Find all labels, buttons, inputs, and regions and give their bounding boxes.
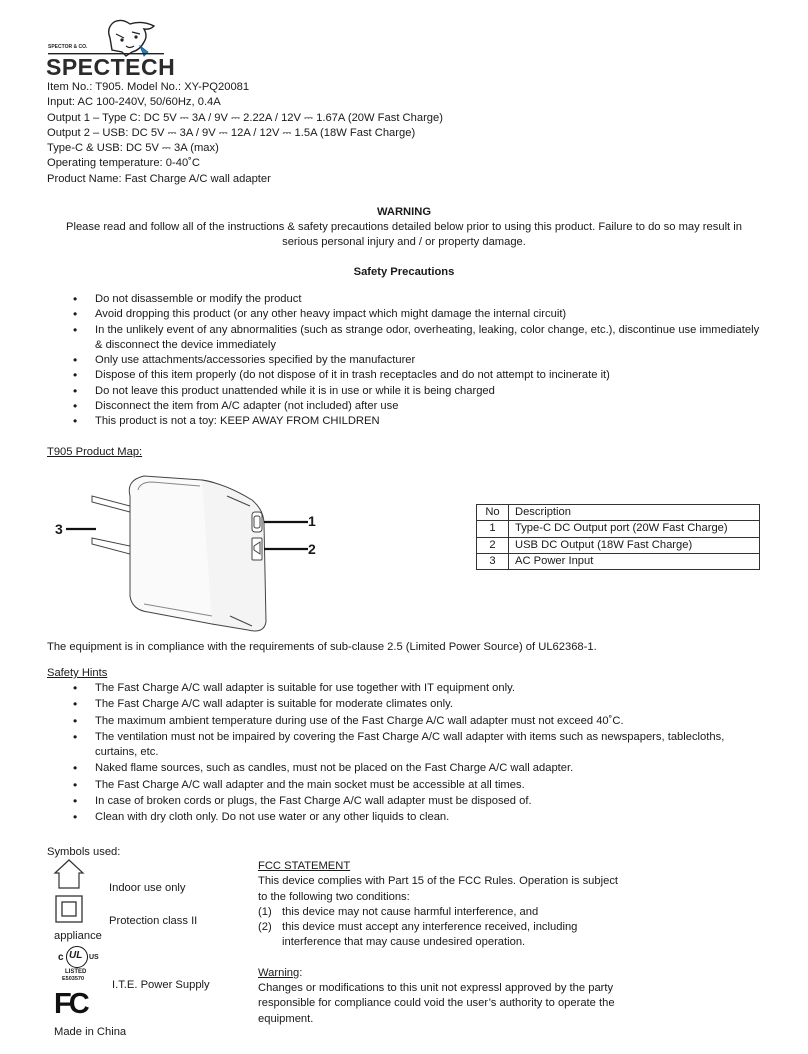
- list-item: • Dispose of this item properly (do not dispose of it in trash receptacles and do not attempt to incinerate it): [48, 368, 768, 383]
- fcc-condition-text-cont: interference that may cause undesired operation.: [282, 936, 526, 949]
- symbol-class2-label: Protection class II: [109, 915, 198, 927]
- spec-product-name: Product Name: Fast Charge A/C wall adapter: [47, 172, 271, 185]
- class-ii-double-square-icon: [55, 895, 83, 923]
- fcc-warning-text-3: equipment.: [258, 1012, 314, 1025]
- fcc-warning-text-2: responsible for compliance could void the user’s authority to operate the: [258, 997, 615, 1010]
- fcc-conditions: [258, 905, 638, 951]
- spec-item-model: Item No.: T905. Model No.: XY-PQ20081: [47, 81, 250, 93]
- safety-precautions-title: Safety Precautions: [353, 266, 455, 278]
- fcc-warning-title: Warning: [258, 966, 300, 979]
- table-row: [477, 537, 760, 553]
- brand-logo: [46, 16, 176, 80]
- ul-mark-c: c: [58, 952, 64, 963]
- spec-temperature: Operating temperature: 0-40˚C: [47, 157, 200, 170]
- callout-3: 3: [55, 521, 63, 537]
- indoor-house-icon: [53, 858, 85, 890]
- spec-output-2: Output 2 – USB: DC 5V ⎓ 3A / 9V ⎓ 12A / 12V ⎓ 1.5A (18W Fast Charge): [47, 126, 416, 139]
- warning-text-2: serious personal injury and / or property damage.: [282, 236, 526, 248]
- fcc-text-2: to the following two conditions:: [258, 890, 410, 903]
- symbols-title: Symbols used:: [47, 846, 121, 858]
- table-header-no: No: [477, 505, 509, 521]
- fcc-warning-colon: :: [299, 966, 303, 979]
- list-item: • Naked flame sources, such as candles, must not be placed on the Fast Charge A/C wall adapter.: [48, 761, 748, 776]
- ul-listed-mark: [56, 944, 106, 984]
- safety-hints-list: [48, 681, 748, 826]
- fcc-condition-text: this device may not cause harmful interference, and: [282, 905, 539, 918]
- fcc-block: [258, 859, 638, 1027]
- fc-logo-mark: FC: [54, 988, 87, 1020]
- spec-block: [47, 80, 443, 187]
- compliance-statement: The equipment is in compliance with the requirements of sub-clause 2.5 (Limited Power Source) of UL62368-1.: [47, 641, 597, 653]
- list-item: • In case of broken cords or plugs, the Fast Charge A/C wall adapter must be disposed of.: [48, 794, 748, 809]
- symbol-indoor-label: Indoor use only: [109, 882, 186, 894]
- list-item: • The Fast Charge A/C wall adapter and the main socket must be accessible at all times.: [48, 778, 748, 793]
- callout-2: 2: [308, 541, 316, 557]
- safety-precautions-list: [48, 292, 768, 430]
- table-row: [477, 521, 760, 537]
- spec-output-1: Output 1 – Type C: DC 5V ⎓ 3A / 9V ⎓ 2.22A / 12V ⎓ 1.67A (20W Fast Charge): [47, 111, 443, 124]
- list-item: • In the unlikely event of any abnormalities (such as strange odor, overheating, leaking, color change, etc.), discontinue use immediately & disconnect the device immediately: [48, 323, 768, 354]
- logo-small-text: SPECTOR & CO.: [48, 44, 88, 50]
- ul-mark-us: US: [89, 954, 99, 961]
- list-item: • Do not disassemble or modify the product: [48, 292, 768, 307]
- callout-1: 1: [308, 513, 316, 529]
- ul-mark-ul: UL: [69, 950, 83, 961]
- made-in-label: Made in China: [54, 1026, 127, 1038]
- warning-text-1: Please read and follow all of the instructions & safety precautions detailed below prior to using this product. Failure to do so may result in: [66, 221, 742, 233]
- ul-mark-code: E503570: [62, 976, 85, 982]
- safety-hints-title: Safety Hints: [47, 667, 108, 679]
- list-item: • The ventilation must not be impaired by covering the Fast Charge A/C wall adapter with items such as newspapers, tablecloths, curtains, etc.: [48, 730, 748, 761]
- list-item: [258, 905, 638, 920]
- spec-input: Input: AC 100-240V, 50/60Hz, 0.4A: [47, 96, 221, 109]
- symbol-class2-continued: appliance: [54, 930, 102, 942]
- table-header-row: [477, 505, 760, 521]
- symbol-ite-label: I.T.E. Power Supply: [112, 979, 210, 991]
- list-item: • Do not leave this product unattended while it is in use or while it is being charged: [48, 384, 768, 399]
- table-cell-no: 1: [477, 521, 509, 537]
- table-row: [477, 553, 760, 569]
- table-cell-description: USB DC Output (18W Fast Charge): [509, 537, 760, 553]
- list-item: • Disconnect the item from A/C adapter (not included) after use: [48, 399, 768, 414]
- fcc-warning-text-1: Changes or modifications to this unit not expressl approved by the party: [258, 982, 614, 995]
- spacer: [258, 951, 638, 966]
- product-map-table: [476, 504, 760, 570]
- fcc-warning-heading: [258, 966, 638, 981]
- list-item: • The Fast Charge A/C wall adapter is suitable for moderate climates only.: [48, 697, 748, 712]
- table-header-description: Description: [509, 505, 760, 521]
- fcc-title: FCC STATEMENT: [258, 860, 351, 872]
- list-item: • Avoid dropping this product (or any other heavy impact which might damage the internal circuit): [48, 307, 768, 322]
- product-map-title: T905 Product Map:: [47, 446, 143, 458]
- table-cell-description: Type-C DC Output port (20W Fast Charge): [509, 521, 760, 537]
- table-cell-no: 2: [477, 537, 509, 553]
- list-item: • Clean with dry cloth only. Do not use water or any other liquids to clean.: [48, 810, 748, 825]
- table-cell-no: 3: [477, 553, 509, 569]
- ul-mark-listed: LISTED: [65, 969, 87, 975]
- wall-adapter-drawing: [52, 466, 327, 636]
- list-item: • The Fast Charge A/C wall adapter is suitable for use together with IT equipment only.: [48, 681, 748, 696]
- list-item: [258, 920, 638, 951]
- fcc-condition-number: (1): [258, 905, 272, 918]
- list-item: • Only use attachments/accessories specified by the manufacturer: [48, 353, 768, 368]
- fcc-text-1: This device complies with Part 15 of the FCC Rules. Operation is subject: [258, 875, 619, 888]
- table-cell-description: AC Power Input: [509, 553, 760, 569]
- logo-brand-text: SPECTECH: [46, 54, 176, 80]
- fcc-condition-number: (2): [258, 921, 272, 934]
- warning-title: WARNING: [376, 206, 432, 218]
- adapter-illustration: [52, 466, 327, 636]
- fcc-condition-text: this device must accept any interference received, including: [282, 921, 578, 934]
- spec-max: Type-C & USB: DC 5V ⎓ 3A (max): [47, 142, 219, 155]
- list-item: • This product is not a toy: KEEP AWAY FROM CHILDREN: [48, 414, 768, 429]
- list-item: • The maximum ambient temperature during use of the Fast Charge A/C wall adapter must not exceed 40˚C.: [48, 714, 748, 729]
